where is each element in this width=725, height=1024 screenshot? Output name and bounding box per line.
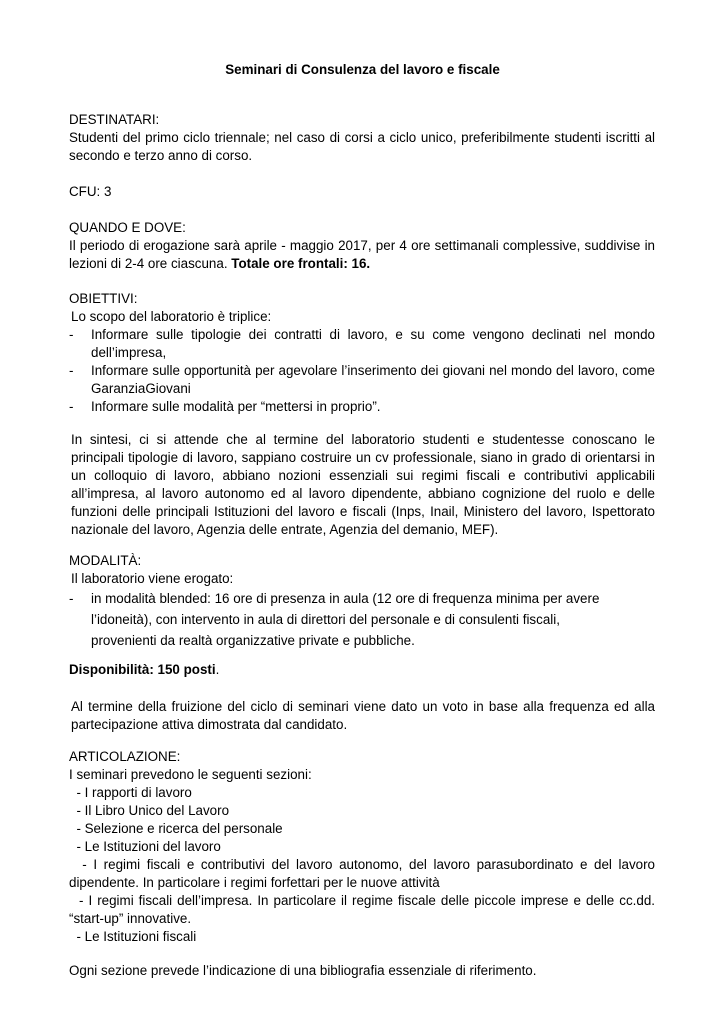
- destinatari-section: [69, 111, 655, 165]
- bullet-dash: -: [69, 399, 74, 414]
- quando-heading: QUANDO E DOVE:: [69, 220, 186, 235]
- destinatari-heading: DESTINATARI:: [69, 112, 160, 127]
- list-item-text: in modalità blended: 16 ore di presenza in aula (12 ore di frequenza minima per avere l’idoneità), con intervento in aula di direttori del personale e di consulenti fiscali, provenienti da realtà organizzative private e pubbliche.: [91, 591, 600, 648]
- articolazione-intro: I seminari prevedono le seguenti sezioni:: [69, 767, 312, 782]
- bibliografia-line: Ogni sezione prevede l’indicazione di una bibliografia essenziale di riferimento.: [69, 963, 537, 978]
- modalita-heading: MODALITÀ:: [69, 553, 142, 568]
- list-item-text: Informare sulle modalità per “mettersi in proprio”.: [91, 399, 381, 414]
- obiettivi-heading: OBIETTIVI:: [69, 291, 138, 306]
- bullet-dash: -: [69, 327, 74, 342]
- document-title: Seminari di Consulenza del lavoro e fiscale: [225, 62, 500, 77]
- list-item: - Le Istituzioni fiscali: [69, 929, 197, 944]
- quando-total: Totale ore frontali: 16.: [231, 256, 371, 271]
- list-item-text: Informare sulle tipologie dei contratti di lavoro, e su come vengono declinati nel mondo dell’impresa,: [91, 327, 655, 360]
- bullet-dash: -: [69, 591, 74, 606]
- disponibilita-suffix: .: [215, 662, 220, 677]
- bullet-dash: -: [69, 363, 74, 378]
- modalita-intro: Il laboratorio viene erogato:: [71, 571, 234, 586]
- modalita-section: [69, 552, 655, 651]
- destinatari-text: Studenti del primo ciclo triennale; nel caso di corsi a ciclo unico, preferibilmente studenti iscritti al secondo e terzo anno di corso.: [69, 130, 655, 163]
- list-item: [69, 398, 655, 416]
- obiettivi-section: [69, 290, 655, 416]
- list-item: [69, 362, 655, 398]
- disponibilita-bold: Disponibilità: 150 posti: [69, 662, 216, 677]
- list-item: [69, 588, 655, 651]
- list-item: - Le Istituzioni del lavoro: [69, 839, 221, 854]
- voto-paragraph: Al termine della fruizione del ciclo di seminari viene dato un voto in base alla frequenza ed alla partecipazione attiva dimostrata dal candidato.: [71, 699, 655, 732]
- quando-body: Il periodo di erogazione sarà aprile - maggio 2017, per 4 ore settimanali complessive, suddivise in lezioni di 2-4 ore ciascuna.: [69, 238, 655, 271]
- list-item: - I regimi fiscali e contributivi del lavoro autonomo, del lavoro parasubordinato e del lavoro dipendente. In particolare i regimi forfettari per le nuove attività: [69, 857, 659, 890]
- list-item: - Il Libro Unico del Lavoro: [69, 803, 230, 818]
- sintesi-paragraph: In sintesi, ci si attende che al termine del laboratorio studenti e studentesse conoscano le principali tipologie di lavoro, sappiano costruire un cv professionale, siano in grado di orientarsi in un colloquio di lavoro, abbiano nozioni essenziali sui regimi fiscali e contributivi applicabili all’impresa, al lavoro autonomo ed al lavoro dipendente, abbiano cognizione del ruolo e delle funzioni delle principali Istituzioni del lavoro e fiscali (Inps, Inail, Ministero del lavoro, Ispettorato nazionale del lavoro, Agenzia delle entrate, Agenzia del demanio, MEF).: [71, 432, 655, 537]
- obiettivi-intro: Lo scopo del laboratorio è triplice:: [71, 309, 272, 324]
- cfu-line: CFU: 3: [69, 184, 112, 199]
- quando-text: [69, 237, 655, 273]
- articolazione-heading: ARTICOLAZIONE:: [69, 749, 181, 764]
- list-item: - I rapporti di lavoro: [69, 785, 192, 800]
- articolazione-section: [69, 748, 659, 946]
- list-item: - Selezione e ricerca del personale: [69, 821, 283, 836]
- list-item: - I regimi fiscali dell’impresa. In particolare il regime fiscale delle piccole imprese e delle cc.dd. “start-up” innovative.: [69, 893, 659, 926]
- list-item-text: Informare sulle opportunità per agevolare l’inserimento dei giovani nel mondo del lavoro, come GaranziaGiovani: [91, 363, 655, 396]
- list-item: [69, 326, 655, 362]
- disponibilita-line: [69, 661, 655, 679]
- quando-section: [69, 219, 655, 273]
